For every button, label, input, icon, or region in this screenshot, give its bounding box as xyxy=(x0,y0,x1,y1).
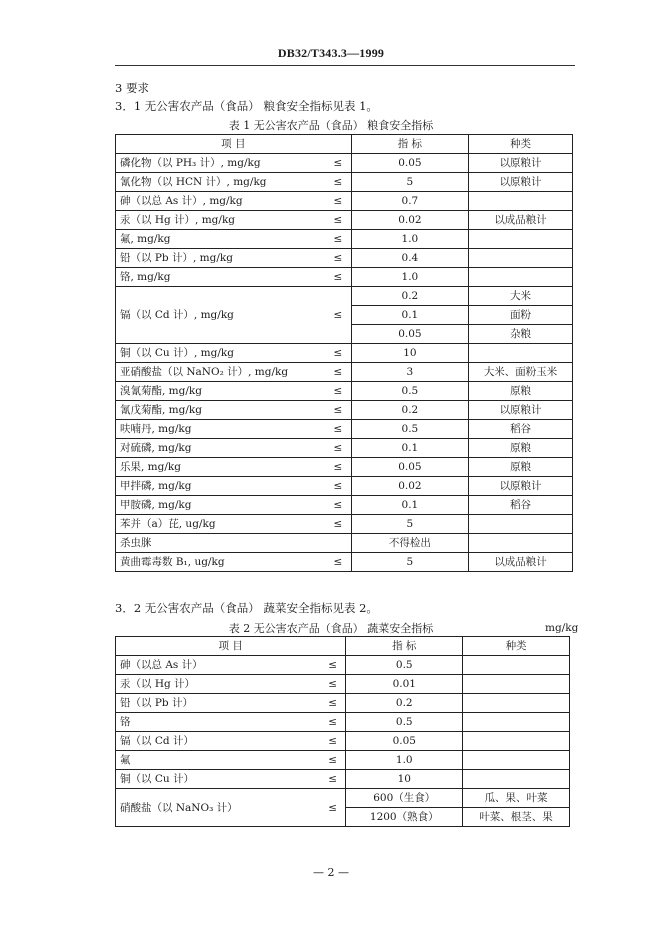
table2-le-symbol: ≤ xyxy=(320,770,346,789)
table1-header-kind: 种类 xyxy=(469,135,573,154)
table2-row xyxy=(116,713,570,732)
table2-value-cell: 0.05 xyxy=(346,732,463,751)
table1-value-cell: 0.5 xyxy=(351,420,469,439)
document-header-code: DB32/T343.3—1999 xyxy=(277,46,385,60)
table2-item-cell: 硝酸盐（以 NaNO₃ 计） xyxy=(116,789,321,827)
table1-row xyxy=(116,553,573,572)
table2-le-symbol: ≤ xyxy=(320,751,346,770)
table1-item-cell: 乐果, mg/kg xyxy=(116,458,326,477)
table2-header-index: 指 标 xyxy=(346,637,463,656)
table1-item-cell: 溴氰菊酯, mg/kg xyxy=(116,382,326,401)
table2-le-symbol: ≤ xyxy=(320,694,346,713)
table1-row xyxy=(116,192,573,211)
table1-row xyxy=(116,344,573,363)
table2-value-cell: 0.2 xyxy=(346,694,463,713)
table1-item-cell: 镉（以 Cd 计）, mg/kg xyxy=(116,287,326,344)
table2-kind-cell xyxy=(463,713,570,732)
table2-value-cell: 1200（熟食） xyxy=(346,808,463,827)
table1-value-cell: 0.2 xyxy=(351,401,469,420)
table1-row xyxy=(116,534,573,553)
table1-item-cell: 亚硝酸盐（以 NaNO₂ 计）, mg/kg xyxy=(116,363,326,382)
table1-item-cell: 铜（以 Cu 计）, mg/kg xyxy=(116,344,326,363)
table2-value-cell: 0.01 xyxy=(346,675,463,694)
table1-value-cell: 0.5 xyxy=(351,382,469,401)
table2-kind-cell xyxy=(463,694,570,713)
table1-kind-cell: 大米、面粉玉米 xyxy=(469,363,573,382)
table2-kind-cell xyxy=(463,656,570,675)
table2-value-cell: 10 xyxy=(346,770,463,789)
table1-kind-cell xyxy=(469,268,573,287)
table2-value-cell: 600（生食） xyxy=(346,789,463,808)
table2-kind-cell: 瓜、果、叶菜 xyxy=(463,789,570,808)
table1-item-cell: 磷化物（以 PH₃ 计）, mg/kg xyxy=(116,154,326,173)
table1-le-symbol: ≤ xyxy=(325,477,351,496)
table1-row xyxy=(116,230,573,249)
table2-row xyxy=(116,732,570,751)
table2-item-cell: 汞（以 Hg 计） xyxy=(116,675,321,694)
table1-kind-cell: 稻谷 xyxy=(469,496,573,515)
table2-kind-cell: 叶菜、根茎、果 xyxy=(463,808,570,827)
table1-value-cell: 1.0 xyxy=(351,230,469,249)
table1-le-symbol: ≤ xyxy=(325,496,351,515)
table1-header-row xyxy=(116,135,573,154)
table1-row xyxy=(116,268,573,287)
table1-le-symbol: ≤ xyxy=(325,515,351,534)
table1-item-cell: 苯并（a）芘, ug/kg xyxy=(116,515,326,534)
table1-le-symbol: ≤ xyxy=(325,439,351,458)
table2-item-cell: 氟 xyxy=(116,751,321,770)
table2-kind-cell xyxy=(463,675,570,694)
table1-kind-cell: 以原粮计 xyxy=(469,154,573,173)
table1-le-symbol: ≤ xyxy=(325,553,351,572)
table1-row xyxy=(116,363,573,382)
table2-header-row xyxy=(116,637,570,656)
table1-row xyxy=(116,211,573,230)
table2-header-item: 项 目 xyxy=(116,637,346,656)
table1-item-cell: 呋喃丹, mg/kg xyxy=(116,420,326,439)
table1-kind-cell: 以成品粮计 xyxy=(469,211,573,230)
table1-row xyxy=(116,382,573,401)
table1-le-symbol: ≤ xyxy=(325,458,351,477)
table1-kind-cell: 原粮 xyxy=(469,382,573,401)
table1-le-symbol: ≤ xyxy=(325,192,351,211)
table2-item-cell: 铬 xyxy=(116,713,321,732)
table1-le-symbol xyxy=(325,534,351,553)
section-title: 3 要求 xyxy=(115,81,149,95)
table1-value-cell: 0.05 xyxy=(351,325,469,344)
table2-le-symbol: ≤ xyxy=(320,789,346,827)
table1-row xyxy=(116,287,573,306)
table2-row xyxy=(116,675,570,694)
table1-value-cell: 5 xyxy=(351,515,469,534)
table1-item-cell: 砷（以总 As 计）, mg/kg xyxy=(116,192,326,211)
table1-le-symbol: ≤ xyxy=(325,211,351,230)
table1-kind-cell xyxy=(469,192,573,211)
table1-value-cell: 0.4 xyxy=(351,249,469,268)
table1-kind-cell: 大米 xyxy=(469,287,573,306)
table1-item-cell: 甲拌磷, mg/kg xyxy=(116,477,326,496)
table-2 xyxy=(115,636,570,827)
table-1 xyxy=(115,134,573,572)
table1-kind-cell: 稻谷 xyxy=(469,420,573,439)
table2-row xyxy=(116,789,570,808)
table1-kind-cell xyxy=(469,534,573,553)
table2-item-cell: 镉（以 Cd 计） xyxy=(116,732,321,751)
table1-kind-cell xyxy=(469,344,573,363)
table1-kind-cell xyxy=(469,230,573,249)
clause-3-1: 3．1 无公害农产品（食品） 粮食安全指标见表 1。 xyxy=(115,99,378,113)
table1-kind-cell xyxy=(469,515,573,534)
table2-item-cell: 铅（以 Pb 计） xyxy=(116,694,321,713)
table1-row xyxy=(116,496,573,515)
table1-le-symbol: ≤ xyxy=(325,249,351,268)
table1-value-cell: 1.0 xyxy=(351,268,469,287)
table1-value-cell: 0.05 xyxy=(351,154,469,173)
table1-le-symbol: ≤ xyxy=(325,401,351,420)
table1-row xyxy=(116,477,573,496)
table1-le-symbol: ≤ xyxy=(325,268,351,287)
header-rule xyxy=(115,65,575,66)
table1-row xyxy=(116,458,573,477)
table1-value-cell: 0.1 xyxy=(351,496,469,515)
table2-le-symbol: ≤ xyxy=(320,675,346,694)
table1-kind-cell: 以原粮计 xyxy=(469,477,573,496)
table2-le-symbol: ≤ xyxy=(320,713,346,732)
table2-item-cell: 砷（以总 As 计） xyxy=(116,656,321,675)
table2-kind-cell xyxy=(463,732,570,751)
table1-row xyxy=(116,154,573,173)
table1-value-cell: 不得检出 xyxy=(351,534,469,553)
table1-row xyxy=(116,420,573,439)
table1-item-cell: 黄曲霉毒数 B₁, ug/kg xyxy=(116,553,326,572)
table2-le-symbol: ≤ xyxy=(320,656,346,675)
table1-kind-cell: 原粮 xyxy=(469,439,573,458)
page-number: — 2 — xyxy=(313,866,349,879)
table1-value-cell: 0.02 xyxy=(351,211,469,230)
table1-row xyxy=(116,401,573,420)
table1-kind-cell xyxy=(469,249,573,268)
table1-le-symbol: ≤ xyxy=(325,154,351,173)
table2-item-cell: 铜（以 Cu 计） xyxy=(116,770,321,789)
table1-row xyxy=(116,249,573,268)
table2-le-symbol: ≤ xyxy=(320,732,346,751)
table2-row xyxy=(116,694,570,713)
table1-item-cell: 氰戊菊酯, mg/kg xyxy=(116,401,326,420)
table1-le-symbol: ≤ xyxy=(325,420,351,439)
table1-item-cell: 对硫磷, mg/kg xyxy=(116,439,326,458)
table1-item-cell: 氰化物（以 HCN 计）, mg/kg xyxy=(116,173,326,192)
table1-item-cell: 甲胺磷, mg/kg xyxy=(116,496,326,515)
table1-value-cell: 0.7 xyxy=(351,192,469,211)
table1-value-cell: 10 xyxy=(351,344,469,363)
table1-item-cell: 汞（以 Hg 计）, mg/kg xyxy=(116,211,326,230)
table1-value-cell: 0.05 xyxy=(351,458,469,477)
table1-row xyxy=(116,173,573,192)
table1-le-symbol: ≤ xyxy=(325,344,351,363)
table1-item-cell: 氟, mg/kg xyxy=(116,230,326,249)
table2-row xyxy=(116,751,570,770)
table2-header-kind: 种类 xyxy=(463,637,570,656)
table2-value-cell: 1.0 xyxy=(346,751,463,770)
table1-value-cell: 0.2 xyxy=(351,287,469,306)
table1-value-cell: 3 xyxy=(351,363,469,382)
table1-kind-cell: 以成品粮计 xyxy=(469,553,573,572)
table1-le-symbol: ≤ xyxy=(325,363,351,382)
table1-kind-cell: 原粮 xyxy=(469,458,573,477)
table2-unit: mg/kg xyxy=(545,622,579,634)
table2-row xyxy=(116,770,570,789)
clause-3-2: 3．2 无公害农产品（食品） 蔬菜安全指标见表 2。 xyxy=(115,601,378,615)
table1-le-symbol: ≤ xyxy=(325,382,351,401)
table1-kind-cell: 以原粮计 xyxy=(469,173,573,192)
table1-value-cell: 5 xyxy=(351,553,469,572)
table1-header-item: 项 目 xyxy=(116,135,352,154)
table1-le-symbol: ≤ xyxy=(325,173,351,192)
table1-value-cell: 0.1 xyxy=(351,439,469,458)
table1-le-symbol: ≤ xyxy=(325,287,351,344)
table1-item-cell: 铅（以 Pb 计）, mg/kg xyxy=(116,249,326,268)
table1-le-symbol: ≤ xyxy=(325,230,351,249)
table1-header-index: 指 标 xyxy=(351,135,469,154)
table1-item-cell: 杀虫脒 xyxy=(116,534,326,553)
table1-value-cell: 0.02 xyxy=(351,477,469,496)
table1-caption: 表 1 无公害农产品（食品） 粮食安全指标 xyxy=(228,119,434,132)
table1-kind-cell: 面粉 xyxy=(469,306,573,325)
table2-value-cell: 0.5 xyxy=(346,656,463,675)
table2-row xyxy=(116,656,570,675)
table1-value-cell: 0.1 xyxy=(351,306,469,325)
table2-kind-cell xyxy=(463,770,570,789)
table1-kind-cell: 杂粮 xyxy=(469,325,573,344)
table2-value-cell: 0.5 xyxy=(346,713,463,732)
table1-kind-cell: 以原粮计 xyxy=(469,401,573,420)
table2-kind-cell xyxy=(463,751,570,770)
table1-item-cell: 铬, mg/kg xyxy=(116,268,326,287)
table1-value-cell: 5 xyxy=(351,173,469,192)
table2-caption: 表 2 无公害农产品（食品） 蔬菜安全指标 xyxy=(228,622,434,635)
table1-row xyxy=(116,515,573,534)
table1-row xyxy=(116,439,573,458)
